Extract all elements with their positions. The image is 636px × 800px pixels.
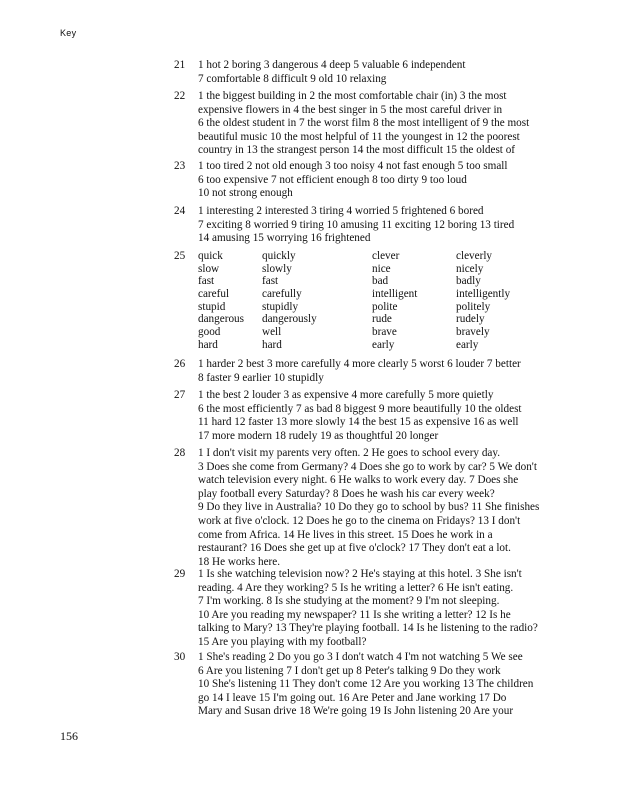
table-cell: stupid bbox=[198, 300, 226, 313]
table-cell: careful bbox=[198, 288, 230, 301]
exercise-23 bbox=[174, 160, 584, 201]
exercise-number: 26 bbox=[174, 358, 186, 370]
exercise-22 bbox=[174, 90, 584, 158]
running-header: Key bbox=[60, 28, 77, 38]
exercise-number: 28 bbox=[174, 447, 186, 459]
table-cell: bravely bbox=[456, 326, 490, 339]
exercise-24 bbox=[174, 205, 584, 246]
table-cell: nice bbox=[372, 262, 391, 275]
page-number: 156 bbox=[60, 729, 78, 743]
table-cell: politely bbox=[456, 300, 491, 313]
table-row bbox=[198, 275, 578, 288]
table-cell: clever bbox=[372, 250, 400, 262]
table-cell: quickly bbox=[262, 250, 296, 262]
exercise-29 bbox=[174, 568, 584, 650]
table-cell: hard bbox=[262, 338, 282, 351]
table-row bbox=[198, 250, 578, 263]
exercise-number: 21 bbox=[174, 59, 186, 71]
table-cell: polite bbox=[372, 300, 398, 313]
table-cell: hard bbox=[198, 338, 218, 351]
adjective-adverb-table bbox=[198, 250, 578, 352]
table-row bbox=[198, 339, 578, 352]
exercise-number: 25 bbox=[174, 250, 186, 262]
table-cell: rudely bbox=[456, 313, 485, 326]
exercise-number: 30 bbox=[174, 651, 186, 663]
table-cell: intelligently bbox=[456, 288, 511, 301]
exercise-answers: 1 I don't visit my parents very often. 2 He goes to school every day. 3 Does she come from Germany? 4 Does she go to work by car? 5 We don't watch television every night. 6 He walks to work every day. 7 Does she play football every Saturday? 8 Does he wash his car every week? 9 Do they live in Australia? 10 Do they go to school by bus? 11 She finishes work at five o'clock. 12 Does he go to the cinema on Fridays? 13 I don't come from Africa. 14 He lives in this street. 15 Does he work in a restaurant? 16 Does she get up at five o'clock? 17 They don't eat a lot. 18 He works here. bbox=[198, 447, 540, 568]
exercise-27 bbox=[174, 389, 584, 443]
table-cell: slowly bbox=[262, 262, 292, 275]
table-cell: dangerous bbox=[198, 313, 244, 326]
table-cell: badly bbox=[456, 275, 481, 288]
table-cell: quick bbox=[198, 250, 223, 262]
exercise-number: 29 bbox=[174, 568, 186, 580]
exercise-answers: 1 harder 2 best 3 more carefully 4 more clearly 5 worst 6 louder 7 better 8 faster 9 earlier 10 stupidly bbox=[198, 358, 521, 384]
exercise-answers: 1 interesting 2 interested 3 tiring 4 worried 5 frightened 6 bored 7 exciting 8 worried 9 tiring 10 amusing 11 exciting 12 boring 13 tired 14 amusing 15 worrying 16 frightened bbox=[198, 205, 515, 245]
table-row bbox=[198, 288, 578, 301]
exercise-answers: 1 hot 2 boring 3 dangerous 4 deep 5 valuable 6 independent 7 comfortable 8 difficult 9 old 10 relaxing bbox=[198, 59, 466, 85]
table-cell: stupidly bbox=[262, 300, 299, 313]
exercise-number: 23 bbox=[174, 160, 186, 172]
exercise-answers: 1 She's reading 2 Do you go 3 I don't watch 4 I'm not watching 5 We see 6 Are you listening 7 I don't get up 8 Peter's talking 9 Do they work 10 She's listening 11 They don't come 12 Are you working 13 The children go 14 I leave 15 I'm going out. 16 Are Peter and Jane working 17 Do Mary and Susan drive 18 We're going 19 Is John listening 20 Are your bbox=[198, 651, 534, 718]
table-cell: nicely bbox=[456, 262, 484, 275]
table-cell: fast bbox=[262, 275, 279, 288]
exercise-21 bbox=[174, 59, 584, 86]
exercise-number: 27 bbox=[174, 389, 186, 401]
table-cell: dangerously bbox=[262, 313, 317, 326]
table-cell: well bbox=[262, 326, 282, 339]
table-cell: fast bbox=[198, 275, 215, 288]
exercise-answers: 1 too tired 2 not old enough 3 too noisy 4 not fast enough 5 too small 6 too expensive 7 not efficient enough 8 too dirty 9 too loud 10 not strong enough bbox=[198, 160, 508, 200]
table-cell: intelligent bbox=[372, 288, 418, 301]
exercise-number: 22 bbox=[174, 90, 186, 102]
table-cell: good bbox=[198, 326, 221, 339]
exercise-28 bbox=[174, 447, 584, 569]
table-cell: brave bbox=[372, 326, 397, 339]
table-row bbox=[198, 313, 578, 326]
table-cell: rude bbox=[372, 313, 392, 326]
exercise-answers: 1 the best 2 louder 3 as expensive 4 more carefully 5 more quietly 6 the most efficiently 7 as bad 8 biggest 9 more beautifully 10 the oldest 11 hard 12 faster 13 more slowly 14 the best 15 as expensive 16 as well 17 more modern 18 rudely 19 as thoughtful 20 longer bbox=[198, 389, 522, 442]
table-row bbox=[198, 301, 578, 314]
table-row bbox=[198, 263, 578, 276]
exercise-30 bbox=[174, 651, 584, 719]
table-cell: early bbox=[372, 338, 395, 351]
table-cell: cleverly bbox=[456, 250, 493, 262]
exercise-answers: 1 Is she watching television now? 2 He's staying at this hotel. 3 She isn't reading. 4 Are they working? 5 Is he writing a letter? 6 He isn't eating. 7 I'm working. 8 Is she studying at the moment? 9 I'm not sleeping. 10 Are you reading my newspaper? 11 Is she writing a letter? 12 Is he talking to Mary? 13 They're playing football. 14 Is he listening to the radio? 15 Are you playing with my football? bbox=[198, 568, 538, 648]
table-cell: carefully bbox=[262, 288, 302, 301]
exercise-26 bbox=[174, 358, 584, 385]
table-row bbox=[198, 326, 578, 339]
table-cell: slow bbox=[198, 262, 220, 275]
exercise-answers: 1 the biggest building in 2 the most comfortable chair (in) 3 the most expensive flowers in 4 the best singer in 5 the most careful driver in 6 the oldest student in 7 the worst film 8 the most intelligent of 9 the most beautiful music 10 the most helpful of 11 the youngest in 12 the poorest country in 13 the strangest person 14 the most difficult 15 the oldest of bbox=[198, 90, 530, 157]
exercise-number: 24 bbox=[174, 205, 186, 217]
table-cell: bad bbox=[372, 275, 389, 288]
table-cell: early bbox=[456, 338, 479, 351]
